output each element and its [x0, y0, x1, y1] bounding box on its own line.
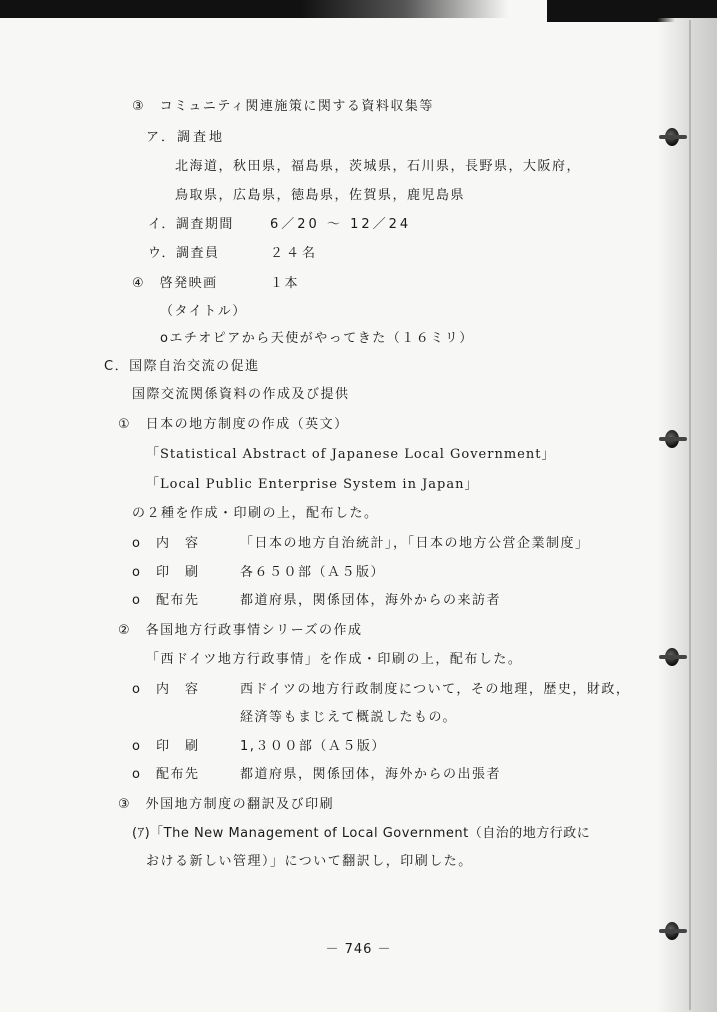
text-line: 鳥取県，広島県，徳島県，佐賀県，鹿児島県 [175, 188, 466, 203]
text-line: ③ コミュニティ関連施策に関する資料収集等 [132, 99, 434, 114]
text-line: 各６５０部（Ａ５版） [240, 565, 386, 580]
text-line: 1,３００部（Ａ５版） [240, 739, 386, 754]
binder-line [689, 20, 691, 1010]
binder-ring-icon [659, 126, 687, 148]
text-line: ④ 啓発映画 [132, 276, 218, 291]
text-line: ウ．調査員 [148, 246, 220, 261]
text-line: ③ 外国地方制度の翻訳及び印刷 [118, 797, 335, 812]
text-line: おける新しい管理）」について翻訳し，印刷した。 [146, 854, 473, 869]
text-line: o 内 容 [132, 682, 200, 697]
text-line: 「日本の地方自治統計」，「日本の地方公営企業制度」 [240, 536, 590, 551]
text-line: ア．調査地 [146, 130, 225, 145]
text-line: 西ドイツの地方行政制度について，その地理，歴史，財政， [240, 682, 631, 697]
text-line: 「西ドイツ地方行政事情」を作成・印刷の上，配布した。 [146, 652, 523, 667]
page-number: － 746 － [325, 942, 392, 957]
text-line: oエチオピアから天使がやってきた（１６ミリ） [160, 331, 474, 346]
text-line: o 内 容 [132, 536, 200, 551]
text-line: 北海道，秋田県，福島県，茨城県，石川県，長野県，大阪府， [175, 159, 582, 174]
section-heading: C．国際自治交流の促進 [104, 359, 260, 374]
text-line: 6／20 ～ 12／24 [270, 217, 412, 232]
text-line: 「Local Public Enterprise System in Japan」 [146, 477, 479, 492]
text-line: （タイトル） [160, 304, 247, 319]
text-line: 経済等もまじえて概説したもの。 [240, 710, 457, 725]
text-line: 都道府県，関係団体，海外からの来訪者 [240, 593, 502, 608]
text-line: イ．調査期間 [148, 217, 234, 232]
text-line: の２種を作成・印刷の上，配布した。 [132, 506, 379, 521]
text-line: (ｱ)「The New Management of Local Government（自治的地方行政に [132, 826, 591, 841]
text-line: o 配布先 [132, 593, 200, 608]
text-line: o 印 刷 [132, 565, 200, 580]
text-line: ２４名 [270, 246, 319, 261]
binder-ring-icon [659, 428, 687, 450]
binder-edge [657, 18, 717, 1012]
text-line: o 配布先 [132, 767, 200, 782]
text-line: 都道府県，関係団体，海外からの出張者 [240, 767, 502, 782]
text-line: ① 日本の地方制度の作成（英文） [118, 417, 349, 432]
text-line: １本 [270, 276, 300, 291]
text-line: ② 各国地方行政事情シリーズの作成 [118, 623, 363, 638]
text-line: 国際交流関係資料の作成及び提供 [132, 387, 350, 402]
binder-ring-icon [659, 646, 687, 668]
text-line: 「Statistical Abstract of Japanese Local Government」 [146, 447, 556, 462]
text-line: o 印 刷 [132, 739, 200, 754]
